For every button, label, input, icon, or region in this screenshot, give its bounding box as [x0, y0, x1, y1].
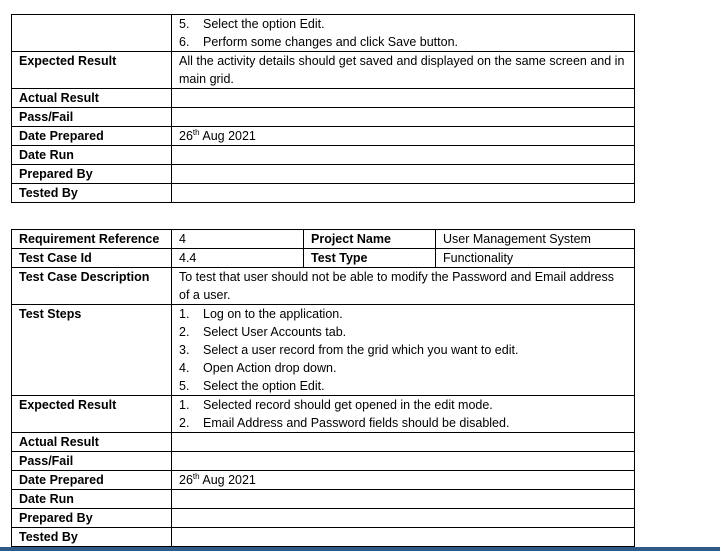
list-item: 1. Selected record should get opened in the edit mode.	[179, 398, 493, 412]
date-prepared-label: Date Prepared	[12, 127, 172, 146]
expected-result-value: All the activity details should get saved and displayed on the same screen and in main grid.	[172, 52, 635, 89]
date-prepared-value: 26th Aug 2021	[172, 127, 635, 146]
test-steps-label: Test Steps	[12, 305, 172, 396]
list-item: 6. Perform some changes and click Save button.	[179, 35, 458, 49]
description-value: To test that user should not be able to modify the Password and Email address of a user.	[172, 268, 635, 305]
requirement-reference-label: Requirement Reference	[12, 230, 172, 249]
tested-by-label: Tested By	[12, 528, 172, 547]
actual-result-value	[172, 433, 635, 452]
prepared-by-row	[12, 509, 635, 528]
date-prepared-row	[12, 471, 635, 490]
expected-list	[179, 396, 627, 432]
window-bottom-border	[0, 547, 720, 551]
actual-result-label: Actual Result	[12, 89, 172, 108]
tested-by-label: Tested By	[12, 184, 172, 203]
project-name-value: User Management System	[436, 230, 635, 249]
prepared-by-row	[12, 165, 635, 184]
steps-row	[12, 15, 635, 52]
actual-result-label: Actual Result	[12, 433, 172, 452]
pass-fail-label: Pass/Fail	[12, 452, 172, 471]
list-item: 3. Select a user record from the grid which you want to edit.	[179, 343, 519, 357]
expected-result-row	[12, 52, 635, 89]
pass-fail-row	[12, 108, 635, 127]
tested-by-value	[172, 184, 635, 203]
steps-list	[179, 305, 627, 395]
date-run-value	[172, 146, 635, 165]
list-item: 4. Open Action drop down.	[179, 361, 337, 375]
date-prepared-label: Date Prepared	[12, 471, 172, 490]
date-prepared-row	[12, 127, 635, 146]
pass-fail-row	[12, 452, 635, 471]
expected-result-label: Expected Result	[12, 52, 172, 89]
steps-list	[179, 15, 627, 51]
test-case-id-value: 4.4	[172, 249, 304, 268]
pass-fail-value	[172, 452, 635, 471]
test-type-value: Functionality	[436, 249, 635, 268]
list-item: 5. Select the option Edit.	[179, 379, 325, 393]
list-item: 5. Select the option Edit.	[179, 17, 325, 31]
expected-result-value	[172, 396, 635, 433]
expected-result-label: Expected Result	[12, 396, 172, 433]
test-steps-value	[172, 305, 635, 396]
prepared-by-label: Prepared By	[12, 165, 172, 184]
test-case-id-row	[12, 249, 635, 268]
test-type-label: Test Type	[304, 249, 436, 268]
actual-result-value	[172, 89, 635, 108]
list-item: 2. Select User Accounts tab.	[179, 325, 347, 339]
date-run-label: Date Run	[12, 490, 172, 509]
tested-by-row	[12, 184, 635, 203]
date-run-row	[12, 490, 635, 509]
test-case-table-1	[11, 14, 635, 203]
steps-label-cell	[12, 15, 172, 52]
list-item: 2. Email Address and Password fields should be disabled.	[179, 416, 510, 430]
date-run-value	[172, 490, 635, 509]
actual-result-row	[12, 433, 635, 452]
description-row	[12, 268, 635, 305]
steps-value-cell	[172, 15, 635, 52]
pass-fail-label: Pass/Fail	[12, 108, 172, 127]
requirement-reference-row	[12, 230, 635, 249]
date-run-row	[12, 146, 635, 165]
tested-by-row	[12, 528, 635, 547]
project-name-label: Project Name	[304, 230, 436, 249]
prepared-by-value	[172, 509, 635, 528]
requirement-reference-value: 4	[172, 230, 304, 249]
prepared-by-label: Prepared By	[12, 509, 172, 528]
test-steps-row	[12, 305, 635, 396]
test-case-table-2	[11, 229, 635, 547]
date-run-label: Date Run	[12, 146, 172, 165]
list-item: 1. Log on to the application.	[179, 307, 343, 321]
actual-result-row	[12, 89, 635, 108]
prepared-by-value	[172, 165, 635, 184]
tested-by-value	[172, 528, 635, 547]
description-label: Test Case Description	[12, 268, 172, 305]
expected-result-row	[12, 396, 635, 433]
test-case-id-label: Test Case Id	[12, 249, 172, 268]
date-prepared-value: 26th Aug 2021	[172, 471, 635, 490]
pass-fail-value	[172, 108, 635, 127]
